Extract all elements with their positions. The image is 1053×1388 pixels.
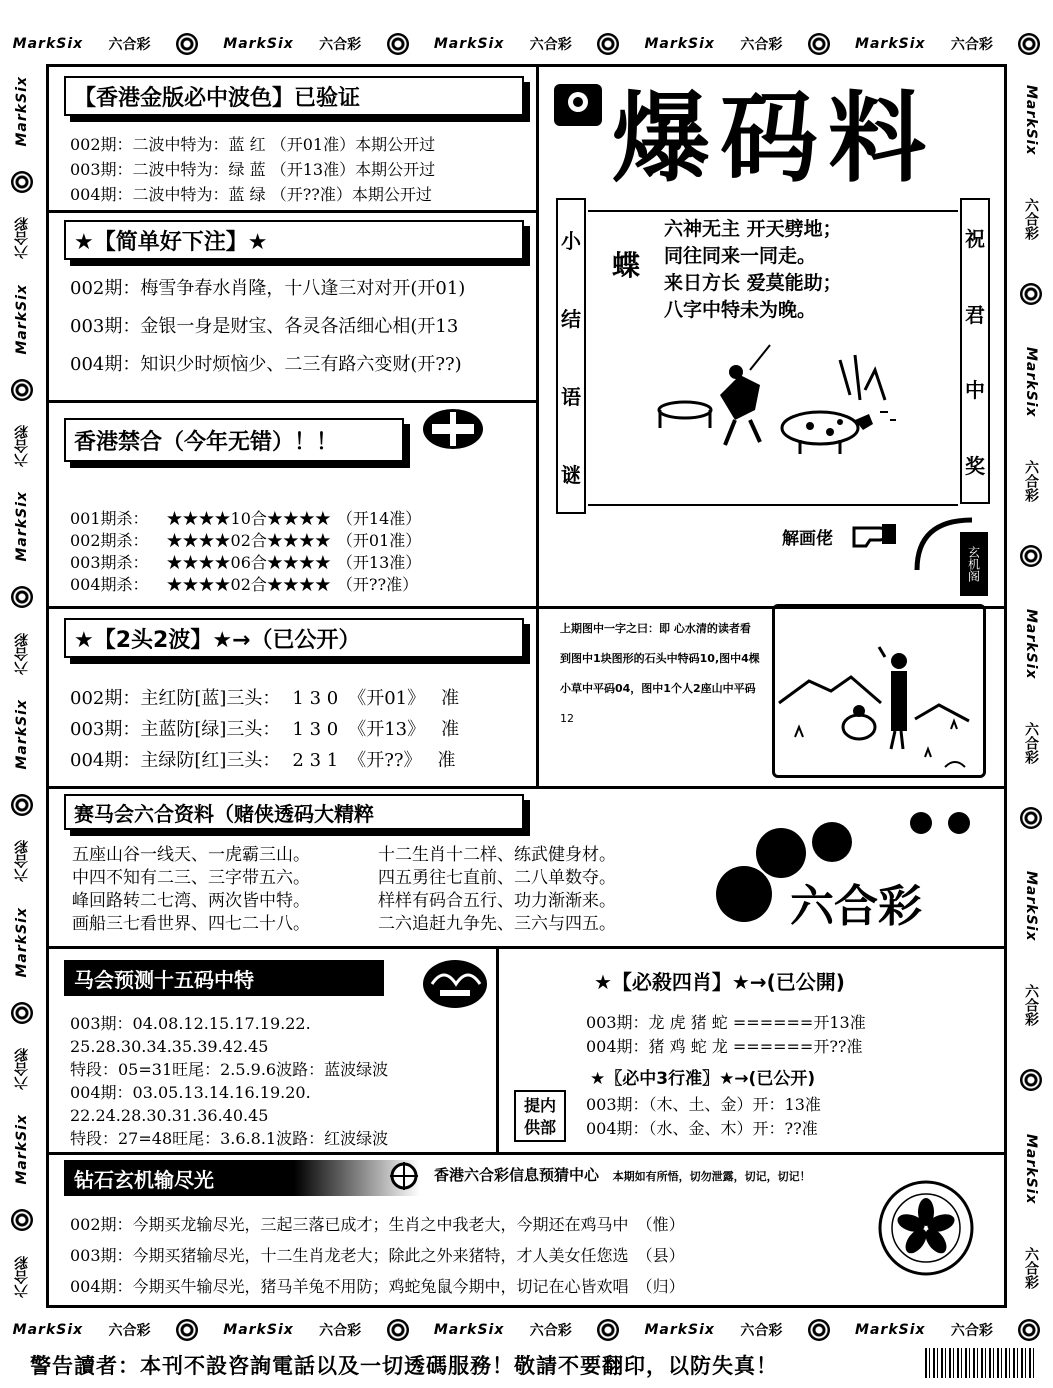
marksix-text: MarkSix: [855, 1322, 926, 1338]
period-label: 002期：: [70, 278, 141, 299]
scroll-char: 谜: [561, 462, 581, 487]
period-label: 001期杀：: [70, 509, 149, 528]
marksix-text: MarkSix: [12, 36, 84, 52]
row-tag: （县）: [636, 1246, 685, 1265]
butterfly-char: 蝶: [612, 249, 641, 282]
s4-row-002: [70, 684, 459, 710]
row-tag: （归）: [636, 1277, 685, 1296]
liuhecai-text: 六合彩: [950, 37, 993, 53]
row-text: 猪 鸡 蛇 龙 ======开??准: [648, 1037, 863, 1056]
divider: [48, 946, 1007, 949]
marksix-text: MarkSix: [855, 36, 926, 52]
row-text: 今期买猪输尽光，十二生肖龙老大；除此之外来猪特，才人美女任您选: [132, 1246, 629, 1265]
period-label: 003期：: [586, 1013, 649, 1032]
marksix-text: MarkSix: [433, 1322, 505, 1338]
liuhecai-text: 六合彩: [14, 425, 30, 468]
stamp-line: 供部: [523, 1118, 556, 1137]
liuhecai-text: 六合彩: [950, 1323, 993, 1339]
period-label: 004期：: [586, 1037, 649, 1056]
section8-title: 钻石玄机输尽光: [64, 1160, 294, 1196]
clue-text: [560, 614, 760, 734]
period-label: 002期：: [70, 688, 141, 709]
flower-icon: [176, 33, 198, 55]
flower-icon: [1020, 1069, 1042, 1091]
header-text: 香港六合彩信息预猜中心: [434, 1166, 600, 1184]
s3-row-002: [70, 528, 421, 551]
s2-row-004: [70, 350, 462, 376]
period-label: 003期：: [70, 316, 141, 337]
column-divider: [536, 66, 539, 786]
logo-ball: [716, 866, 772, 922]
s6-lines: [70, 1012, 388, 1150]
row-text: ★★★★10合★★★★: [166, 509, 331, 528]
marksix-text: MarkSix: [433, 36, 505, 52]
flower-icon: [11, 586, 33, 608]
flower-icon: [1020, 283, 1042, 305]
row-text: 二波中特为：绿 蓝 （开13准）本期公开过: [132, 160, 436, 179]
row-nums: 2 3 1: [292, 750, 339, 771]
clue-line: 到图中1块图形的石头中特码10,图中4棵: [560, 652, 760, 665]
period-label: 002期：: [70, 135, 133, 154]
section7-title: ★【必殺四肖】★→(已公開): [594, 970, 845, 994]
section3-title: 香港禁合（今年无错）！！: [64, 418, 404, 462]
row-result: （开13准）: [336, 553, 422, 572]
s8-row-004: [70, 1274, 685, 1297]
s6-line: 特段：05=31旺尾：2.5.9.6波路：蓝波绿波: [70, 1060, 389, 1079]
period-label: 004期：: [70, 1277, 133, 1296]
flower-icon: [11, 379, 33, 401]
divider: [48, 786, 1007, 789]
s8-row-002: [70, 1212, 685, 1235]
flower-icon: [11, 171, 33, 193]
flower-icon: [597, 1319, 619, 1341]
row-text: 今期买龙输尽光，三起三落已成才；生肖之中我老大，今期还在鸡马中: [132, 1215, 629, 1234]
row-text: 今期买牛输尽光，猪马羊兔不用防；鸡蛇兔鼠今期中，切记在心皆欢唱: [132, 1277, 629, 1296]
clue-line: 12: [560, 712, 574, 725]
liuhecai-text: 六合彩: [1023, 984, 1039, 1027]
liuhecai-text: 六合彩: [14, 1048, 30, 1091]
scroll-illustration: [640, 340, 910, 460]
xuanji-stamp: 玄机阁: [960, 532, 988, 596]
row-tag: （惟）: [636, 1215, 685, 1234]
liuhecai-text: 六合彩: [1023, 198, 1039, 241]
compass-icon: [384, 1158, 424, 1194]
section7-subtitle: ★〖必中3行准〗★→(已公开): [590, 1069, 816, 1089]
verse-line: 五座山谷一线天、一虎霸三山。: [72, 845, 310, 865]
divider: [48, 210, 538, 213]
row-result: 《开13》: [348, 719, 426, 740]
clue-line: 上期图中一字之曰：即 心水清的读者看: [560, 622, 751, 635]
verse-line: 样样有码合五行、功力渐渐来。: [378, 891, 616, 911]
row-tail: 准: [441, 719, 460, 740]
scroll-char: 小: [561, 228, 581, 253]
flower-icon: [387, 33, 409, 55]
row-nums: 1 3 0: [292, 719, 339, 740]
poem-line: 八字中特未为晚。: [664, 299, 817, 321]
liuhecai-text: 六合彩: [14, 632, 30, 675]
row-text: 二波中特为：蓝 绿 （开??准）本期公开过: [132, 185, 432, 204]
period-label: 002期杀：: [70, 531, 149, 550]
header-note: 本期如有所悟，切勿泄露，切记，切记！: [612, 1170, 811, 1183]
row-text: 金银一身是财宝、各灵各活细心相: [140, 316, 411, 337]
row-result: (开01): [410, 278, 466, 299]
section5-title: 赛马会六合资料（赌侠透码大精粹: [64, 794, 524, 830]
flower-icon: [1020, 545, 1042, 567]
left-scroll: [556, 198, 586, 514]
liuhecai-text: 六合彩: [319, 1323, 362, 1339]
liuhecai-text: 六合彩: [108, 37, 151, 53]
left-border-strip: [0, 64, 44, 1310]
row-text: 龙 虎 猪 蛇 ======开13准: [648, 1013, 866, 1032]
marksix-text: MarkSix: [14, 283, 30, 355]
period-label: 003期：: [70, 1246, 133, 1265]
period-label: 004期：: [70, 185, 133, 204]
s1-row-002: [70, 132, 435, 155]
row-text: ★★★★02合★★★★: [166, 531, 331, 550]
clue-line: 小草中平码04，图中1个人2座山中平码: [560, 682, 756, 695]
liuhecai-text: 六合彩: [1023, 1246, 1039, 1289]
period-label: 002期：: [70, 1215, 133, 1234]
row-tail: 准: [437, 750, 456, 771]
top-border-strip: [0, 24, 1053, 64]
marksix-text: MarkSix: [223, 36, 294, 52]
mascot-icon: [550, 80, 606, 130]
clue-picture-frame: [772, 604, 986, 778]
row-nums: 1 3 0: [292, 688, 339, 709]
liuhecai-text: 六合彩: [740, 1323, 783, 1339]
s4-row-003: [70, 715, 459, 741]
s8-row-003: [70, 1243, 685, 1266]
flower-icon: [1018, 1319, 1040, 1341]
logo-ball: [910, 812, 932, 834]
marksix-text: MarkSix: [1023, 347, 1039, 418]
row-result: 《开??》: [348, 750, 422, 771]
flower-icon: [1018, 33, 1040, 55]
row-text: 主蓝防[绿]三头：: [140, 719, 281, 740]
stamp-icon: [418, 404, 488, 454]
bauhinia-emblem-icon: [876, 1178, 976, 1278]
marksix-text: MarkSix: [14, 906, 30, 978]
stamp-line: 提内: [523, 1096, 556, 1115]
section2-title: ★【简单好下注】★: [64, 220, 524, 260]
flower-icon: [11, 1209, 33, 1231]
pointing-hand-icon: [852, 518, 900, 548]
row-result: （开01准）: [336, 531, 422, 550]
liuhecai-text: 六合彩: [108, 1323, 151, 1339]
row-text: （水、金、木）开：??准: [648, 1119, 818, 1138]
liuhecai-text: 六合彩: [529, 37, 572, 53]
barcode: [925, 1348, 1035, 1378]
period-label: 004期：: [70, 750, 141, 771]
marksix-text: MarkSix: [644, 1322, 715, 1338]
row-text: 知识少时烦恼少、二三有路六变财: [140, 354, 411, 375]
liuhecai-logo-text: 六合彩: [790, 881, 922, 932]
period-label: 004期：: [70, 354, 141, 375]
verse-line: 二六追赶九争先、三六与四五。: [378, 914, 616, 934]
s6-line: 22.24.28.30.31.36.40.45: [70, 1106, 269, 1125]
flower-icon: [808, 33, 830, 55]
row-result: (开??): [410, 354, 462, 375]
marksix-text: MarkSix: [14, 76, 30, 147]
s1-row-004: [70, 182, 432, 205]
right-scroll: [960, 198, 990, 504]
scroll-char: 君: [965, 302, 985, 327]
scroll-char: 奖: [965, 453, 985, 478]
section4-title: ★【2头2波】★→（已公开）: [64, 618, 524, 658]
liuhecai-text: 六合彩: [319, 37, 362, 53]
poem-line: 来日方长 爱莫能助；: [664, 272, 842, 294]
flower-icon: [1020, 807, 1042, 829]
flower-icon: [11, 1002, 33, 1024]
section6-title: 马会预测十五码中特: [64, 960, 384, 996]
wing-logo-icon: [420, 956, 490, 1012]
liuhecai-text: 六合彩: [1023, 460, 1039, 503]
row-text: 主绿防[红]三头：: [140, 750, 281, 771]
s4-row-004: [70, 746, 456, 772]
period-label: 004期杀：: [70, 575, 149, 594]
row-result: （开??准）: [336, 575, 419, 594]
row-text: （木、土、金）开：13准: [648, 1095, 821, 1114]
bottom-border-strip: [0, 1310, 1053, 1350]
scroll-char: 祝: [965, 227, 985, 252]
row-text: 二波中特为：蓝 红 （开01准）本期公开过: [132, 135, 436, 154]
poem-line: 六神无主 开天劈地；: [664, 218, 842, 240]
s6-line: 004期：03.05.13.14.16.19.20.: [70, 1083, 311, 1102]
s1-row-003: [70, 157, 435, 180]
row-result: (开13: [410, 316, 459, 337]
flower-icon: [387, 1319, 409, 1341]
row-text: 主红防[蓝]三头：: [140, 688, 281, 709]
s2-row-003: [70, 312, 458, 338]
internal-stamp: [514, 1090, 566, 1142]
divider: [48, 400, 538, 403]
verse-line: 四五勇往七直前、二八单数夺。: [378, 868, 616, 888]
s7-row2-004: [586, 1116, 818, 1139]
s7-row-003: [586, 1010, 866, 1033]
row-text: ★★★★06合★★★★: [166, 553, 331, 572]
marksix-text: MarkSix: [1023, 609, 1039, 680]
scroll-char: 语: [561, 384, 581, 409]
s2-row-002: [70, 274, 465, 300]
liuhecai-text: 六合彩: [1023, 722, 1039, 765]
s6-line: 25.28.30.34.35.39.42.45: [70, 1037, 269, 1056]
period-label: 003期：: [70, 160, 133, 179]
s6-line: 特段：27=48旺尾：3.6.8.1波路：红波绿波: [70, 1129, 389, 1148]
flower-icon: [176, 1319, 198, 1341]
row-result: 《开01》: [348, 688, 426, 709]
main-title: 爆码料: [612, 82, 937, 196]
logo-ball: [812, 822, 852, 862]
divider: [48, 1152, 1007, 1155]
s3-row-003: [70, 550, 421, 573]
s7-row-004: [586, 1034, 863, 1057]
marksix-text: MarkSix: [1023, 871, 1039, 942]
poem: [664, 216, 842, 324]
column-divider: [496, 946, 499, 1152]
s5-right-column: [378, 844, 616, 936]
liuhecai-text: 六合彩: [14, 1255, 30, 1298]
scroll-char: 中: [965, 378, 985, 403]
row-tail: 准: [441, 688, 460, 709]
liuhecai-text: 六合彩: [529, 1323, 572, 1339]
clue-picture: [775, 607, 983, 775]
period-label: 003期杀：: [70, 553, 149, 572]
s6-line: 003期：04.08.12.15.17.19.22.: [70, 1014, 311, 1033]
row-text: ★★★★02合★★★★: [166, 575, 331, 594]
period-label: 003期：: [70, 719, 141, 740]
s3-row-004: [70, 572, 418, 595]
marksix-text: MarkSix: [14, 1114, 30, 1185]
s8-header: [434, 1164, 811, 1185]
s3-row-001: [70, 506, 421, 529]
liuhecai-text: 六合彩: [14, 840, 30, 883]
row-result: （开14准）: [336, 509, 422, 528]
flower-icon: [11, 794, 33, 816]
marksix-text: MarkSix: [14, 699, 30, 770]
jiehua-label: [782, 524, 833, 549]
jiehua-text: 解画佬: [782, 529, 833, 549]
flower-icon: [808, 1319, 830, 1341]
liuhecai-text: 六合彩: [740, 37, 783, 53]
marksix-text: MarkSix: [644, 36, 715, 52]
section1-title: 【香港金版必中波色】已验证: [64, 76, 524, 116]
poem-line: 同往同来一同走。: [664, 245, 817, 267]
logo-ball: [948, 812, 970, 834]
marksix-text: MarkSix: [223, 1322, 294, 1338]
verse-line: 峰回路转二七湾、两次皆中特。: [72, 891, 310, 911]
s5-left-column: [72, 844, 310, 936]
row-text: 梅雪争春水肖隆，十八逢三对对开: [140, 278, 411, 299]
verse-line: 画船三七看世界、四七二十八。: [72, 914, 310, 934]
period-label: 003期：: [586, 1095, 649, 1114]
period-label: 004期：: [586, 1119, 649, 1138]
marksix-text: MarkSix: [12, 1322, 84, 1338]
right-border-strip: [1009, 64, 1053, 1310]
marksix-text: MarkSix: [1023, 1133, 1039, 1205]
scroll-char: 结: [561, 306, 581, 331]
flower-icon: [597, 33, 619, 55]
liuhecai-text: 六合彩: [14, 217, 30, 260]
verse-line: 中四不知有二三、三字带五六。: [72, 868, 310, 888]
s7-row2-003: [586, 1092, 821, 1115]
verse-line: 十二生肖十二样、练武健身材。: [378, 845, 616, 865]
marksix-text: MarkSix: [1023, 85, 1039, 156]
marksix-text: MarkSix: [14, 491, 30, 562]
warning-text: 警告讀者：本刊不設咨詢電話以及一切透碼服務！敬請不要翻印，以防失真！: [30, 1354, 778, 1378]
